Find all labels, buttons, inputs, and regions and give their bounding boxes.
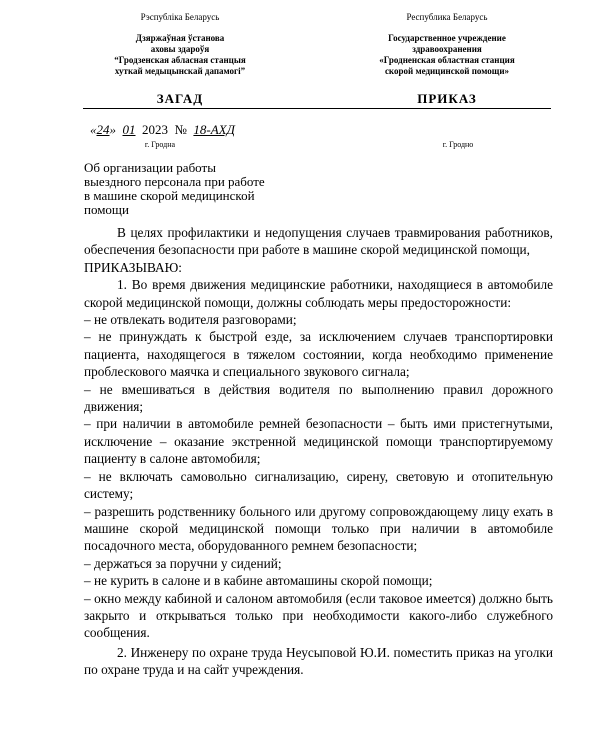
doc-type-belarusian: ЗАГАД — [156, 91, 204, 106]
subject-line: помощи — [84, 202, 129, 217]
number-sign: № — [174, 122, 187, 137]
org-line: “Гродзенская абласная станцыя — [114, 55, 246, 65]
org-line: Государственное учреждение — [388, 33, 506, 43]
organization-name-russian — [347, 33, 547, 77]
intro-paragraph: В целях профилактики и недопущения случаев травмирования работников, обеспечения безопасности при работе в машине скорой медицинской помощи, — [84, 225, 553, 258]
rule-item: – при наличии в автомобиле ремней безопасности – быть ими пристегнутыми, исключение – оказание экстренной медицинской помощи транспортируемому пациенту в салоне автомобиля; — [84, 416, 553, 467]
item-2-paragraph: 2. Инженеру по охране труда Неусыповой Ю.И. поместить приказ на уголки по охране труда и на сайт учреждения. — [84, 644, 553, 678]
country-name-belarusian: Рэспубліка Беларусь — [140, 12, 220, 22]
date-month: 01 — [122, 122, 136, 137]
date-year: 2023 — [142, 122, 168, 137]
org-line: здравоохранения — [412, 44, 482, 54]
place-belarusian: г. Гродна — [144, 140, 176, 149]
order-number: 18-АХД — [193, 122, 235, 137]
place-russian: г. Гродно — [442, 140, 474, 149]
header-divider — [83, 108, 551, 109]
subject-line: Об организации работы — [84, 160, 216, 175]
organization-name-belarusian — [80, 33, 280, 77]
order-subject — [84, 161, 314, 217]
rule-item: – не курить в салоне и в кабине автомашины скорой помощи; — [84, 573, 433, 589]
order-date-number — [90, 122, 350, 138]
rule-item: – не отвлекать водителя разговорами; — [84, 312, 297, 328]
order-word: ПРИКАЗЫВАЮ: — [84, 259, 182, 275]
subject-line: в машине скорой медицинской — [84, 188, 255, 203]
rule-item: – не включать самовольно сигнализацию, сирену, световую и отопительную систему; — [84, 468, 553, 502]
date-open-quote: « — [90, 122, 97, 137]
rule-item: – окно между кабиной и салоном автомобиля (если таковое имеется) должно быть закрыто и открываться только при необходимости какого-либо служебного сообщения. — [84, 590, 553, 641]
org-line: хуткай медыцынскай дапамогі” — [114, 66, 246, 76]
subject-line: выездного персонала при работе — [84, 174, 265, 189]
doc-type-russian: ПРИКАЗ — [417, 91, 477, 106]
org-line: скорой медицинской помощи» — [384, 66, 510, 76]
org-line: «Гродненская областная станция — [379, 55, 515, 65]
org-line: Дзяржаўная ўстанова — [135, 33, 225, 43]
country-name-russian: Республика Беларусь — [406, 12, 488, 22]
date-day: 24 — [96, 122, 110, 137]
order-body — [84, 224, 553, 679]
org-line: аховы здароўя — [150, 44, 210, 54]
rule-item: – не вмешиваться в действия водителя по выполнению правил дорожного движения; — [84, 381, 553, 415]
item-1-paragraph: 1. Во время движения медицинские работники, находящиеся в автомобиле скорой медицинской помощи, должны соблюдать меры предосторожности: — [84, 277, 553, 310]
rule-item: – держаться за поручни у сидений; — [84, 555, 282, 571]
rule-item: – разрешить родственнику больного или другому сопровождающему лицу ехать в машине скорой медицинской помощи только при наличии в автомобиле посадочного места, оборудованного ремнем безопасности; — [84, 503, 553, 554]
date-close-quote: » — [109, 122, 116, 137]
rule-item: – не принуждать к быстрой езде, за исключением случаев транспортировки пациента, находящегося в тяжелом состоянии, когда необходимо применение проблескового маячка и специального звукового сигнала; — [84, 329, 553, 380]
